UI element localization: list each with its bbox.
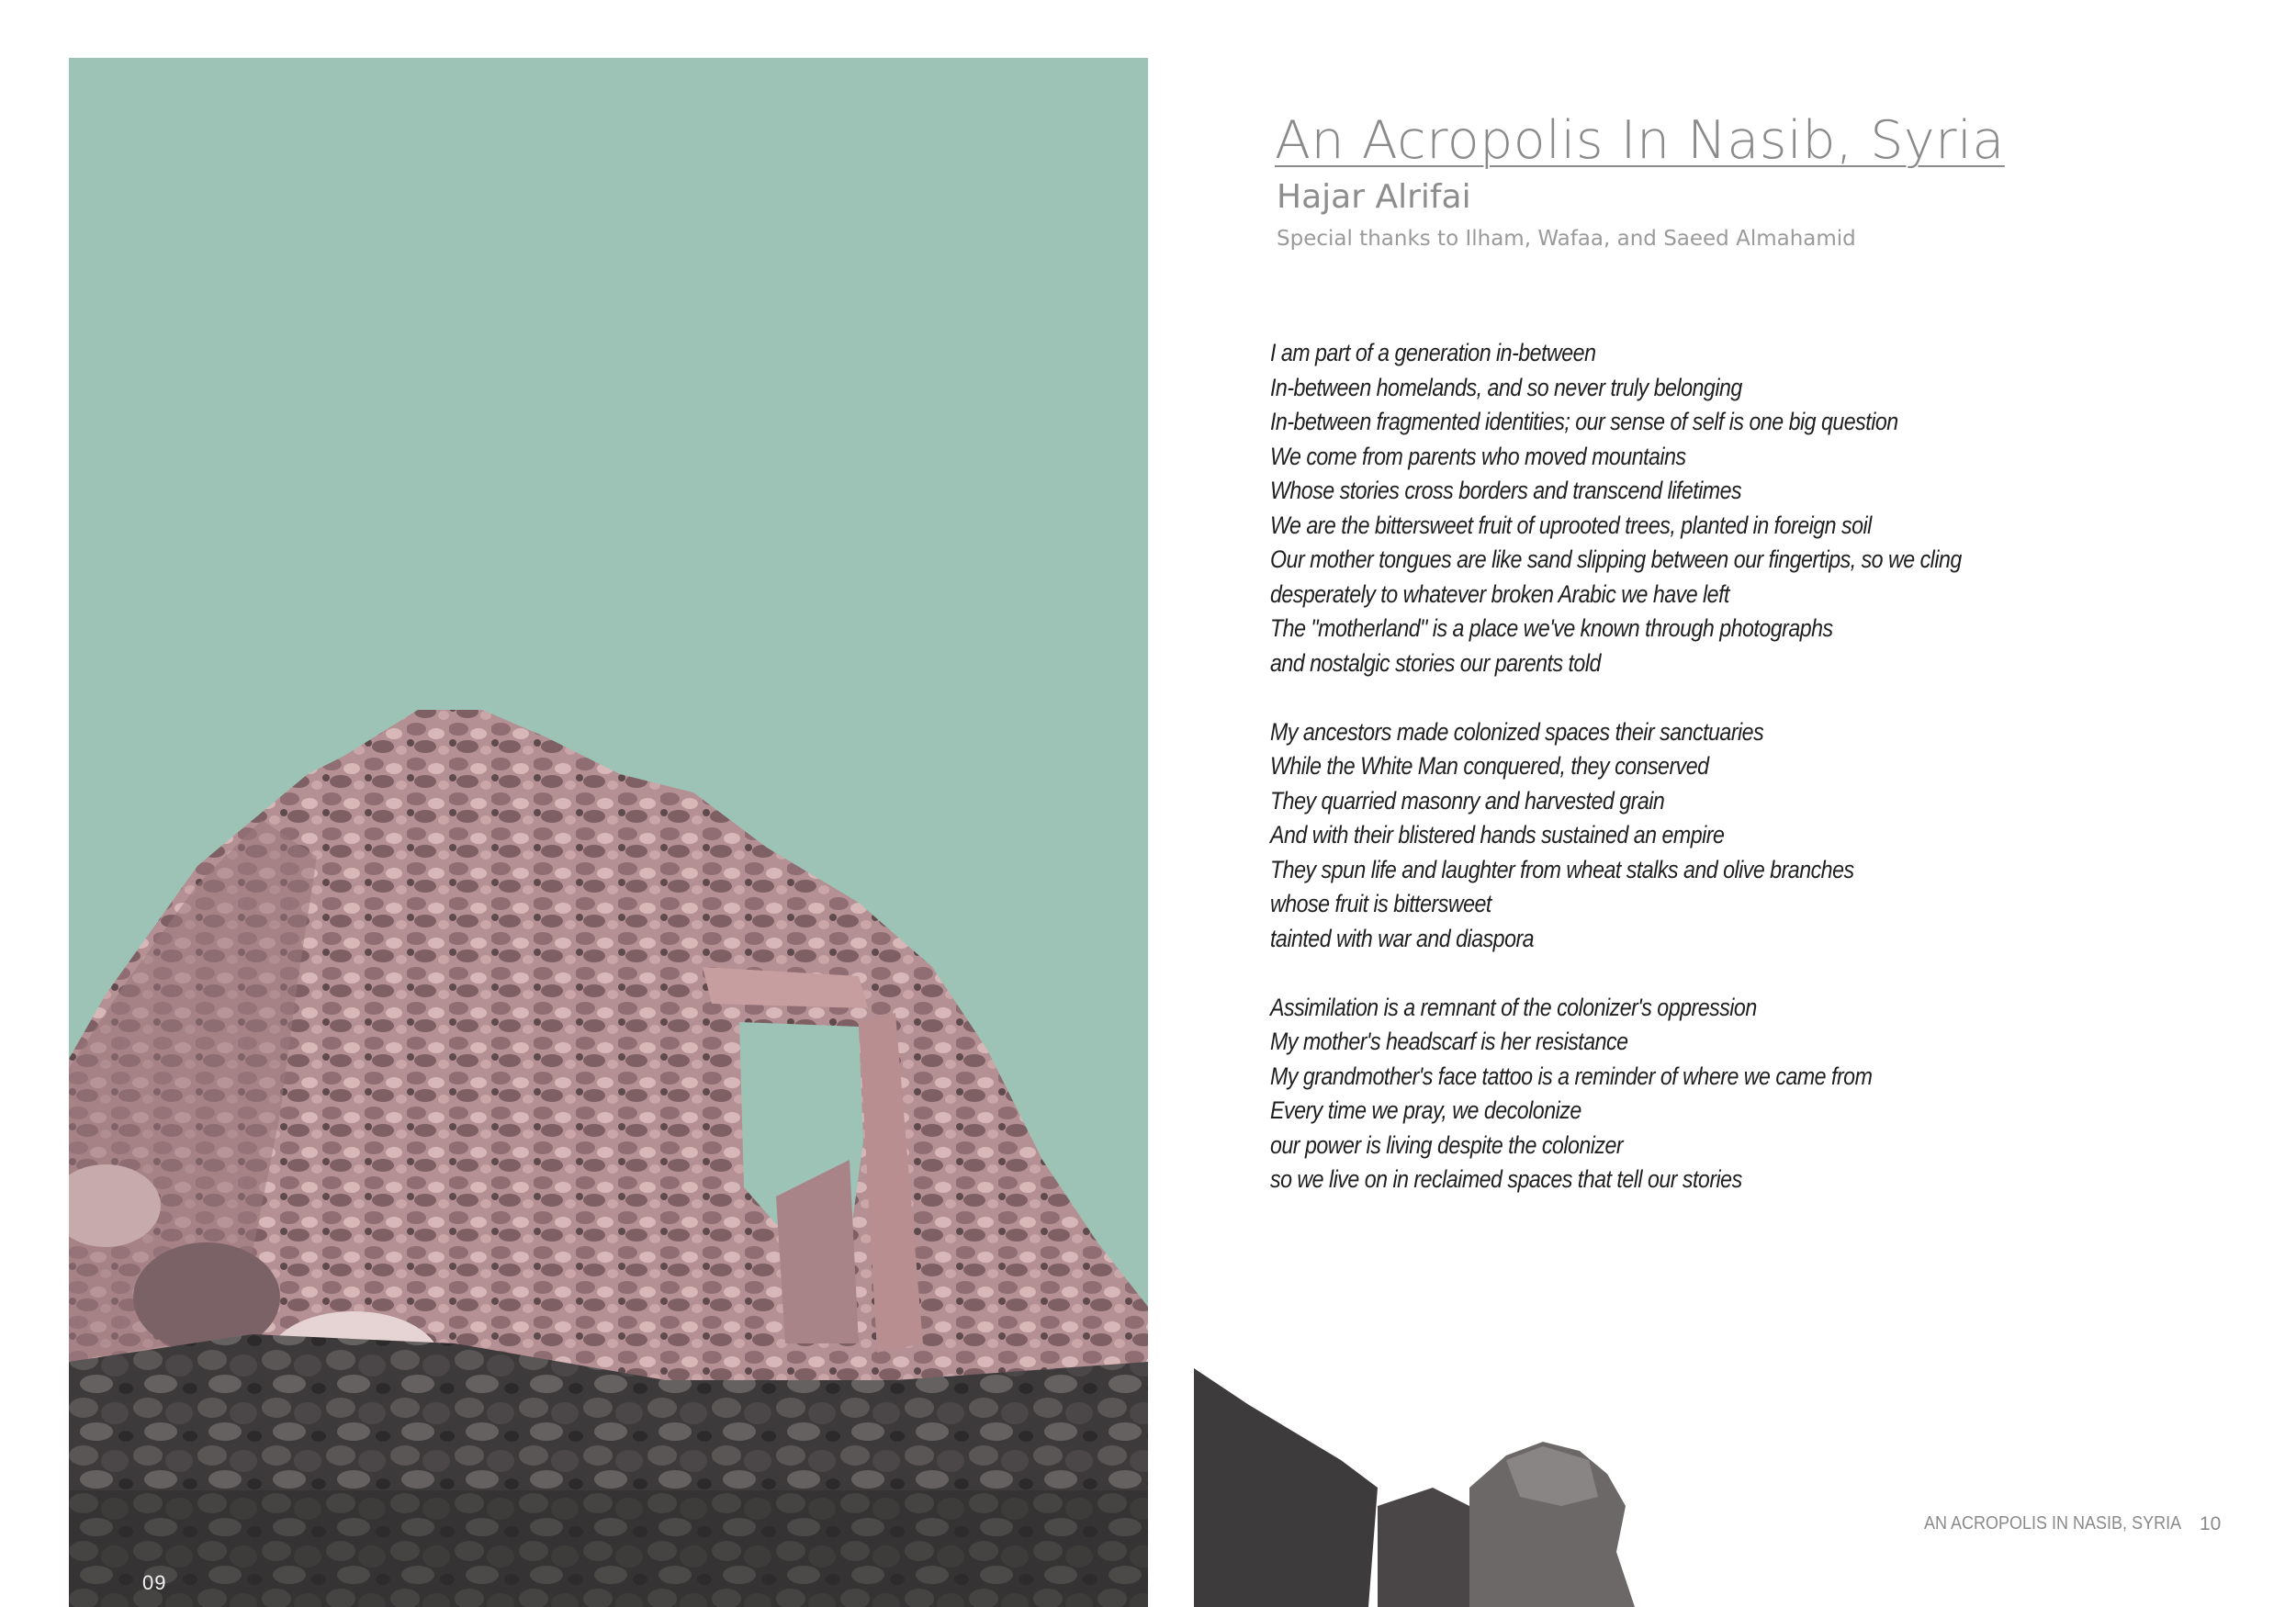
poem-line: In-between fragmented identities; our sense of self is one big question: [1270, 408, 1898, 435]
poem-line: whose fruit is bittersweet: [1270, 890, 1491, 917]
rubble-stones: [1194, 1368, 1763, 1607]
poem-line: We come from parents who moved mountains: [1270, 442, 1686, 470]
poem-line: In-between homelands, and so never truly belonging: [1270, 373, 1742, 401]
poem-line: tainted with war and diaspora: [1270, 924, 1535, 952]
page-title: An Acropolis In Nasib, Syria: [1275, 110, 2005, 171]
author-name: Hajar Alrifai: [1277, 178, 1471, 216]
poem-stanza-3: [1270, 991, 2189, 1197]
poem-line: Assimilation is a remnant of the colonizer's oppression: [1270, 993, 1757, 1021]
poem-line: Our mother tongues are like sand slipping between our fingertips, so we cling: [1270, 545, 1962, 573]
poem-line: and nostalgic stories our parents told: [1270, 648, 1601, 677]
page-number-left: 09: [142, 1571, 167, 1594]
running-footer-title: AN ACROPOLIS IN NASIB, SYRIA: [1924, 1513, 2182, 1534]
poem: [1270, 336, 2189, 1231]
poem-line: My ancestors made colonized spaces their sanctuaries: [1270, 717, 1764, 746]
page-number-right: 10: [2200, 1513, 2222, 1534]
poem-line: I am part of a generation in-between: [1270, 339, 1596, 366]
poem-line: Every time we pray, we decolonize: [1270, 1096, 1581, 1124]
poem-line: My grandmother's face tattoo is a reminder of where we came from: [1270, 1062, 1873, 1090]
poem-line: They spun life and laughter from wheat stalks and olive branches: [1270, 855, 1854, 883]
poem-line: The "motherland" is a place we've known through photographs: [1270, 614, 1833, 642]
poem-line: They quarried masonry and harvested grain: [1270, 786, 1665, 815]
poem-line: Whose stories cross borders and transcend lifetimes: [1270, 477, 1742, 504]
poem-line: My mother's headscarf is her resistance: [1270, 1028, 1628, 1055]
poem-line: so we live on in reclaimed spaces that tell our stories: [1270, 1165, 1742, 1193]
ruin-illustration: [69, 58, 1148, 1607]
poem-line: desperately to whatever broken Arabic we have left: [1270, 579, 1729, 608]
poem-line: And with their blistered hands sustained an empire: [1270, 821, 1725, 848]
poem-line: We are the bittersweet fruit of uprooted trees, planted in foreign soil: [1270, 511, 1872, 539]
acknowledgement: Special thanks to Ilham, Wafaa, and Saeed Almahamid: [1277, 227, 1856, 251]
poem-line: our power is living despite the colonizer: [1270, 1130, 1624, 1159]
poem-stanza-1: [1270, 336, 2189, 680]
ruin-photo: [69, 58, 1148, 1607]
poem-stanza-2: [1270, 715, 2189, 957]
poem-line: While the White Man conquered, they conserved: [1270, 752, 1709, 780]
